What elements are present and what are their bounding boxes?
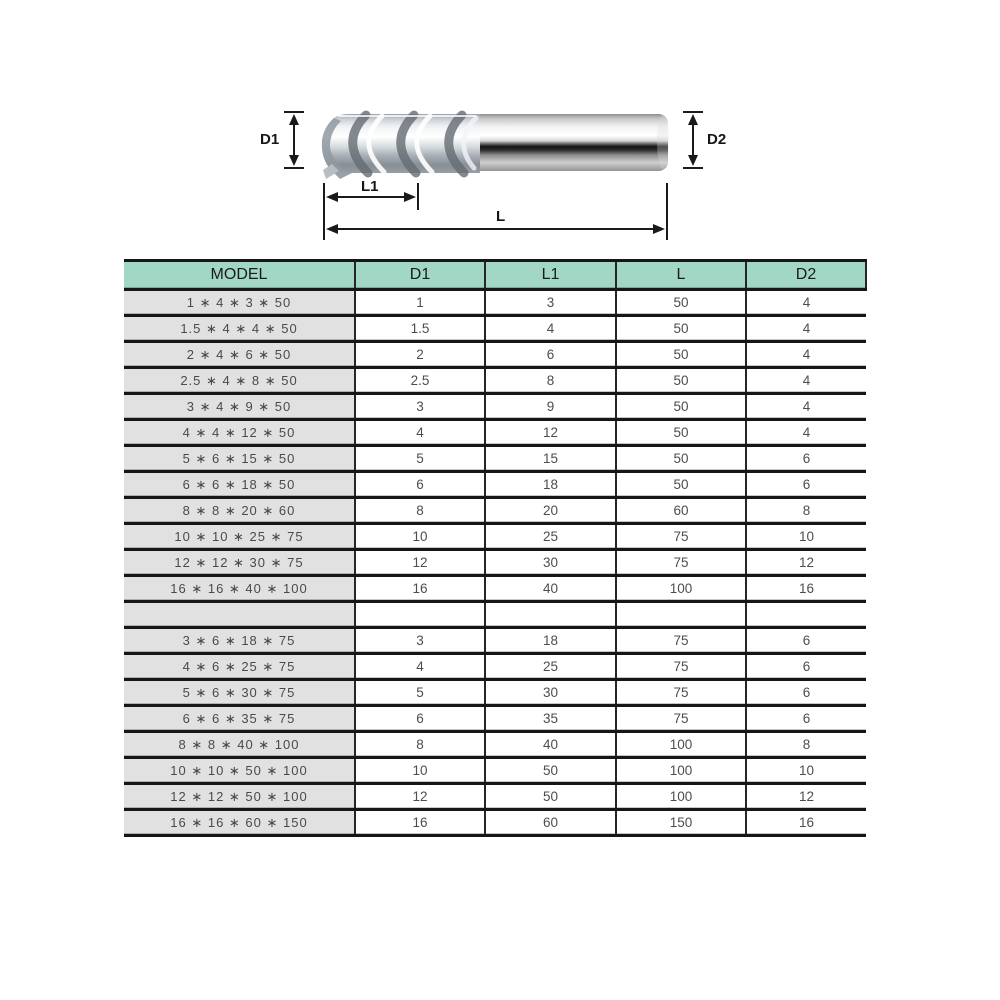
value-cell: 4 [485, 316, 616, 342]
value-cell: 10 [355, 524, 485, 550]
dim-d1 [284, 112, 304, 168]
model-cell: 2.5 ∗ 4 ∗ 8 ∗ 50 [124, 368, 355, 394]
model-cell: 3 ∗ 6 ∗ 18 ∗ 75 [124, 628, 355, 654]
value-cell [485, 602, 616, 628]
table-row [124, 420, 866, 446]
value-cell: 50 [485, 784, 616, 810]
model-cell: 10 ∗ 10 ∗ 25 ∗ 75 [124, 524, 355, 550]
table-row [124, 394, 866, 420]
table-row [124, 472, 866, 498]
value-cell: 16 [355, 810, 485, 836]
value-cell: 50 [616, 394, 746, 420]
value-cell [746, 602, 866, 628]
value-cell: 10 [746, 524, 866, 550]
endmill-diagram [120, 88, 880, 250]
value-cell: 1 [355, 290, 485, 316]
model-cell: 6 ∗ 6 ∗ 18 ∗ 50 [124, 472, 355, 498]
table-row [124, 680, 866, 706]
value-cell: 12 [746, 784, 866, 810]
table-row [124, 498, 866, 524]
dim-label-d1: D1 [260, 131, 280, 148]
dim-label-l: L [496, 208, 506, 225]
value-cell: 6 [485, 342, 616, 368]
value-cell: 3 [485, 290, 616, 316]
model-cell: 16 ∗ 16 ∗ 60 ∗ 150 [124, 810, 355, 836]
value-cell: 5 [355, 446, 485, 472]
value-cell: 25 [485, 654, 616, 680]
value-cell: 4 [746, 316, 866, 342]
table-row [124, 524, 866, 550]
model-cell [124, 602, 355, 628]
value-cell: 20 [485, 498, 616, 524]
value-cell: 2 [355, 342, 485, 368]
value-cell: 25 [485, 524, 616, 550]
value-cell: 6 [355, 472, 485, 498]
value-cell: 12 [355, 550, 485, 576]
model-cell: 12 ∗ 12 ∗ 30 ∗ 75 [124, 550, 355, 576]
model-cell: 5 ∗ 6 ∗ 30 ∗ 75 [124, 680, 355, 706]
endmill-flutes [322, 114, 480, 179]
value-cell: 50 [616, 472, 746, 498]
model-cell: 3 ∗ 4 ∗ 9 ∗ 50 [124, 394, 355, 420]
table-row [124, 446, 866, 472]
model-cell: 5 ∗ 6 ∗ 15 ∗ 50 [124, 446, 355, 472]
value-cell: 6 [746, 446, 866, 472]
value-cell: 8 [746, 732, 866, 758]
value-cell: 4 [746, 394, 866, 420]
spec-table-body [124, 290, 866, 836]
table-row [124, 628, 866, 654]
value-cell: 12 [355, 784, 485, 810]
value-cell: 60 [616, 498, 746, 524]
model-cell: 1.5 ∗ 4 ∗ 4 ∗ 50 [124, 316, 355, 342]
value-cell: 50 [616, 316, 746, 342]
value-cell: 50 [485, 758, 616, 784]
value-cell: 100 [616, 784, 746, 810]
value-cell: 60 [485, 810, 616, 836]
value-cell: 4 [746, 368, 866, 394]
table-row [124, 706, 866, 732]
value-cell: 4 [746, 342, 866, 368]
value-cell: 8 [355, 732, 485, 758]
value-cell: 3 [355, 628, 485, 654]
value-cell: 75 [616, 706, 746, 732]
header-d1: D1 [355, 261, 485, 290]
table-row [124, 576, 866, 602]
value-cell: 6 [746, 654, 866, 680]
value-cell: 4 [355, 654, 485, 680]
value-cell [355, 602, 485, 628]
dim-label-l1: L1 [361, 178, 379, 195]
model-cell: 16 ∗ 16 ∗ 40 ∗ 100 [124, 576, 355, 602]
table-row [124, 316, 866, 342]
spec-table [124, 259, 867, 837]
value-cell: 16 [355, 576, 485, 602]
value-cell: 12 [485, 420, 616, 446]
value-cell: 4 [746, 420, 866, 446]
model-cell: 12 ∗ 12 ∗ 50 ∗ 100 [124, 784, 355, 810]
value-cell: 6 [746, 472, 866, 498]
model-cell: 10 ∗ 10 ∗ 50 ∗ 100 [124, 758, 355, 784]
value-cell: 10 [746, 758, 866, 784]
value-cell: 15 [485, 446, 616, 472]
table-row [124, 732, 866, 758]
table-row [124, 654, 866, 680]
table-row [124, 784, 866, 810]
endmill-shank [478, 114, 669, 171]
value-cell: 30 [485, 550, 616, 576]
value-cell: 50 [616, 446, 746, 472]
value-cell: 1.5 [355, 316, 485, 342]
table-row [124, 290, 866, 316]
value-cell: 4 [355, 420, 485, 446]
value-cell: 5 [355, 680, 485, 706]
model-cell: 6 ∗ 6 ∗ 35 ∗ 75 [124, 706, 355, 732]
value-cell: 40 [485, 732, 616, 758]
value-cell: 18 [485, 472, 616, 498]
model-cell: 4 ∗ 6 ∗ 25 ∗ 75 [124, 654, 355, 680]
value-cell: 40 [485, 576, 616, 602]
value-cell: 6 [746, 706, 866, 732]
value-cell: 6 [355, 706, 485, 732]
value-cell: 18 [485, 628, 616, 654]
value-cell: 9 [485, 394, 616, 420]
value-cell [616, 602, 746, 628]
value-cell: 150 [616, 810, 746, 836]
table-row [124, 368, 866, 394]
value-cell: 12 [746, 550, 866, 576]
value-cell: 3 [355, 394, 485, 420]
model-cell: 1 ∗ 4 ∗ 3 ∗ 50 [124, 290, 355, 316]
model-cell: 8 ∗ 8 ∗ 20 ∗ 60 [124, 498, 355, 524]
value-cell: 50 [616, 368, 746, 394]
value-cell: 8 [485, 368, 616, 394]
header-l1: L1 [485, 261, 616, 290]
value-cell: 16 [746, 810, 866, 836]
model-cell: 2 ∗ 4 ∗ 6 ∗ 50 [124, 342, 355, 368]
value-cell: 16 [746, 576, 866, 602]
table-row [124, 758, 866, 784]
table-row [124, 810, 866, 836]
value-cell: 35 [485, 706, 616, 732]
value-cell: 100 [616, 732, 746, 758]
value-cell: 10 [355, 758, 485, 784]
header-model: MODEL [124, 261, 355, 290]
value-cell: 75 [616, 550, 746, 576]
value-cell: 8 [746, 498, 866, 524]
table-row [124, 342, 866, 368]
value-cell: 6 [746, 680, 866, 706]
value-cell: 2.5 [355, 368, 485, 394]
value-cell: 50 [616, 342, 746, 368]
value-cell: 30 [485, 680, 616, 706]
dim-d2 [683, 112, 703, 168]
table-row [124, 602, 866, 628]
dim-label-d2: D2 [707, 131, 727, 148]
header-row [124, 261, 866, 290]
value-cell: 75 [616, 654, 746, 680]
value-cell: 6 [746, 628, 866, 654]
value-cell: 100 [616, 576, 746, 602]
model-cell: 4 ∗ 4 ∗ 12 ∗ 50 [124, 420, 355, 446]
value-cell: 100 [616, 758, 746, 784]
value-cell: 4 [746, 290, 866, 316]
header-d2: D2 [746, 261, 866, 290]
value-cell: 75 [616, 628, 746, 654]
value-cell: 50 [616, 420, 746, 446]
value-cell: 75 [616, 524, 746, 550]
header-l: L [616, 261, 746, 290]
value-cell: 50 [616, 290, 746, 316]
value-cell: 75 [616, 680, 746, 706]
table-row [124, 550, 866, 576]
model-cell: 8 ∗ 8 ∗ 40 ∗ 100 [124, 732, 355, 758]
value-cell: 8 [355, 498, 485, 524]
